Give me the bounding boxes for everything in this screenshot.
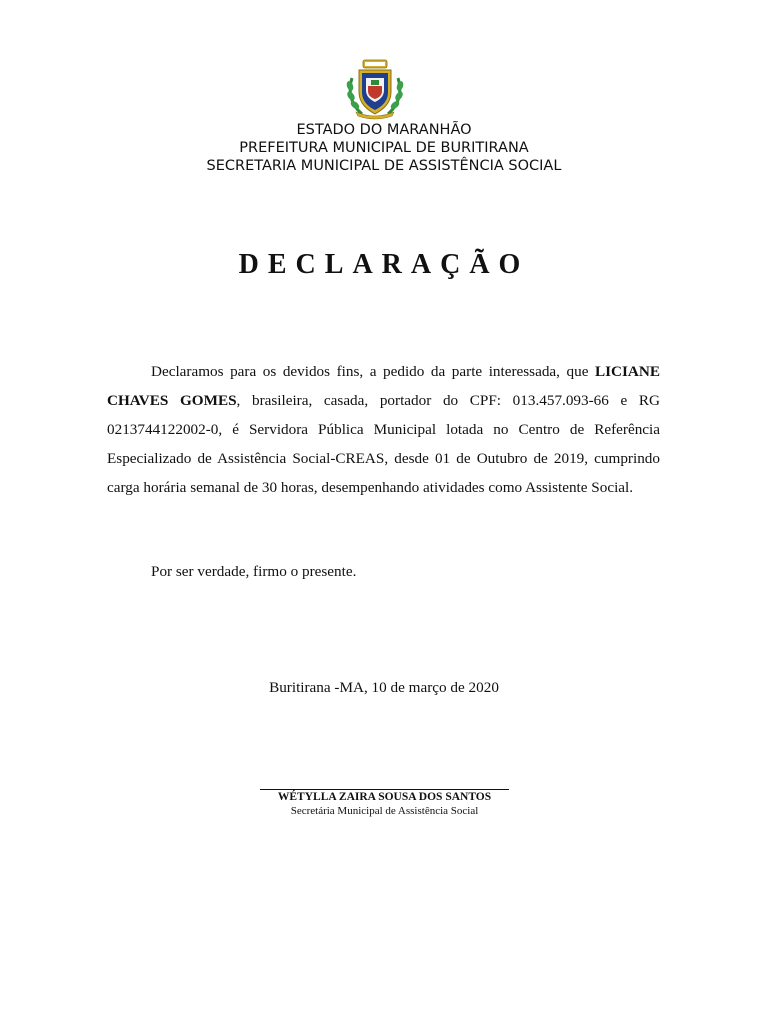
header-state: ESTADO DO MARANHÃO: [296, 122, 472, 138]
person-name: LICIANE CHAVES GOMES: [107, 363, 661, 409]
declaration-body: [107, 357, 660, 502]
header-prefecture: PREFEITURA MUNICIPAL DE BURITIRANA: [239, 140, 529, 156]
body-rest: , brasileira, casada, portador do CPF: 013.457.093-66 e RG 0213744122002-0, é Servidora Pública Municipal lotada no Centro de Referência Especializado de Assistência Social-CREAS, desde 01 de Outubro de 2019, cumprindo carga horária semanal de 30 horas, desempenhando atividades como Assistente Social.: [107, 392, 661, 496]
signer-name: WÉTYLLA ZAIRA SOUSA DOS SANTOS: [277, 791, 492, 803]
header-secretariat: SECRETARIA MUNICIPAL DE ASSISTÊNCIA SOCIAL: [206, 158, 562, 174]
closing-statement: Por ser verdade, firmo o presente.: [151, 563, 357, 580]
document-title: DECLARAÇÃO: [238, 249, 530, 280]
coat-of-arms-icon: [344, 56, 406, 120]
place-and-date: Buritirana -MA, 10 de março de 2020: [269, 679, 499, 696]
signer-role: Secretária Municipal de Assistência Social: [290, 805, 479, 817]
document-header: [0, 121, 768, 175]
body-intro: Declaramos para os devidos fins, a pedido da parte interessada, que: [151, 363, 589, 380]
